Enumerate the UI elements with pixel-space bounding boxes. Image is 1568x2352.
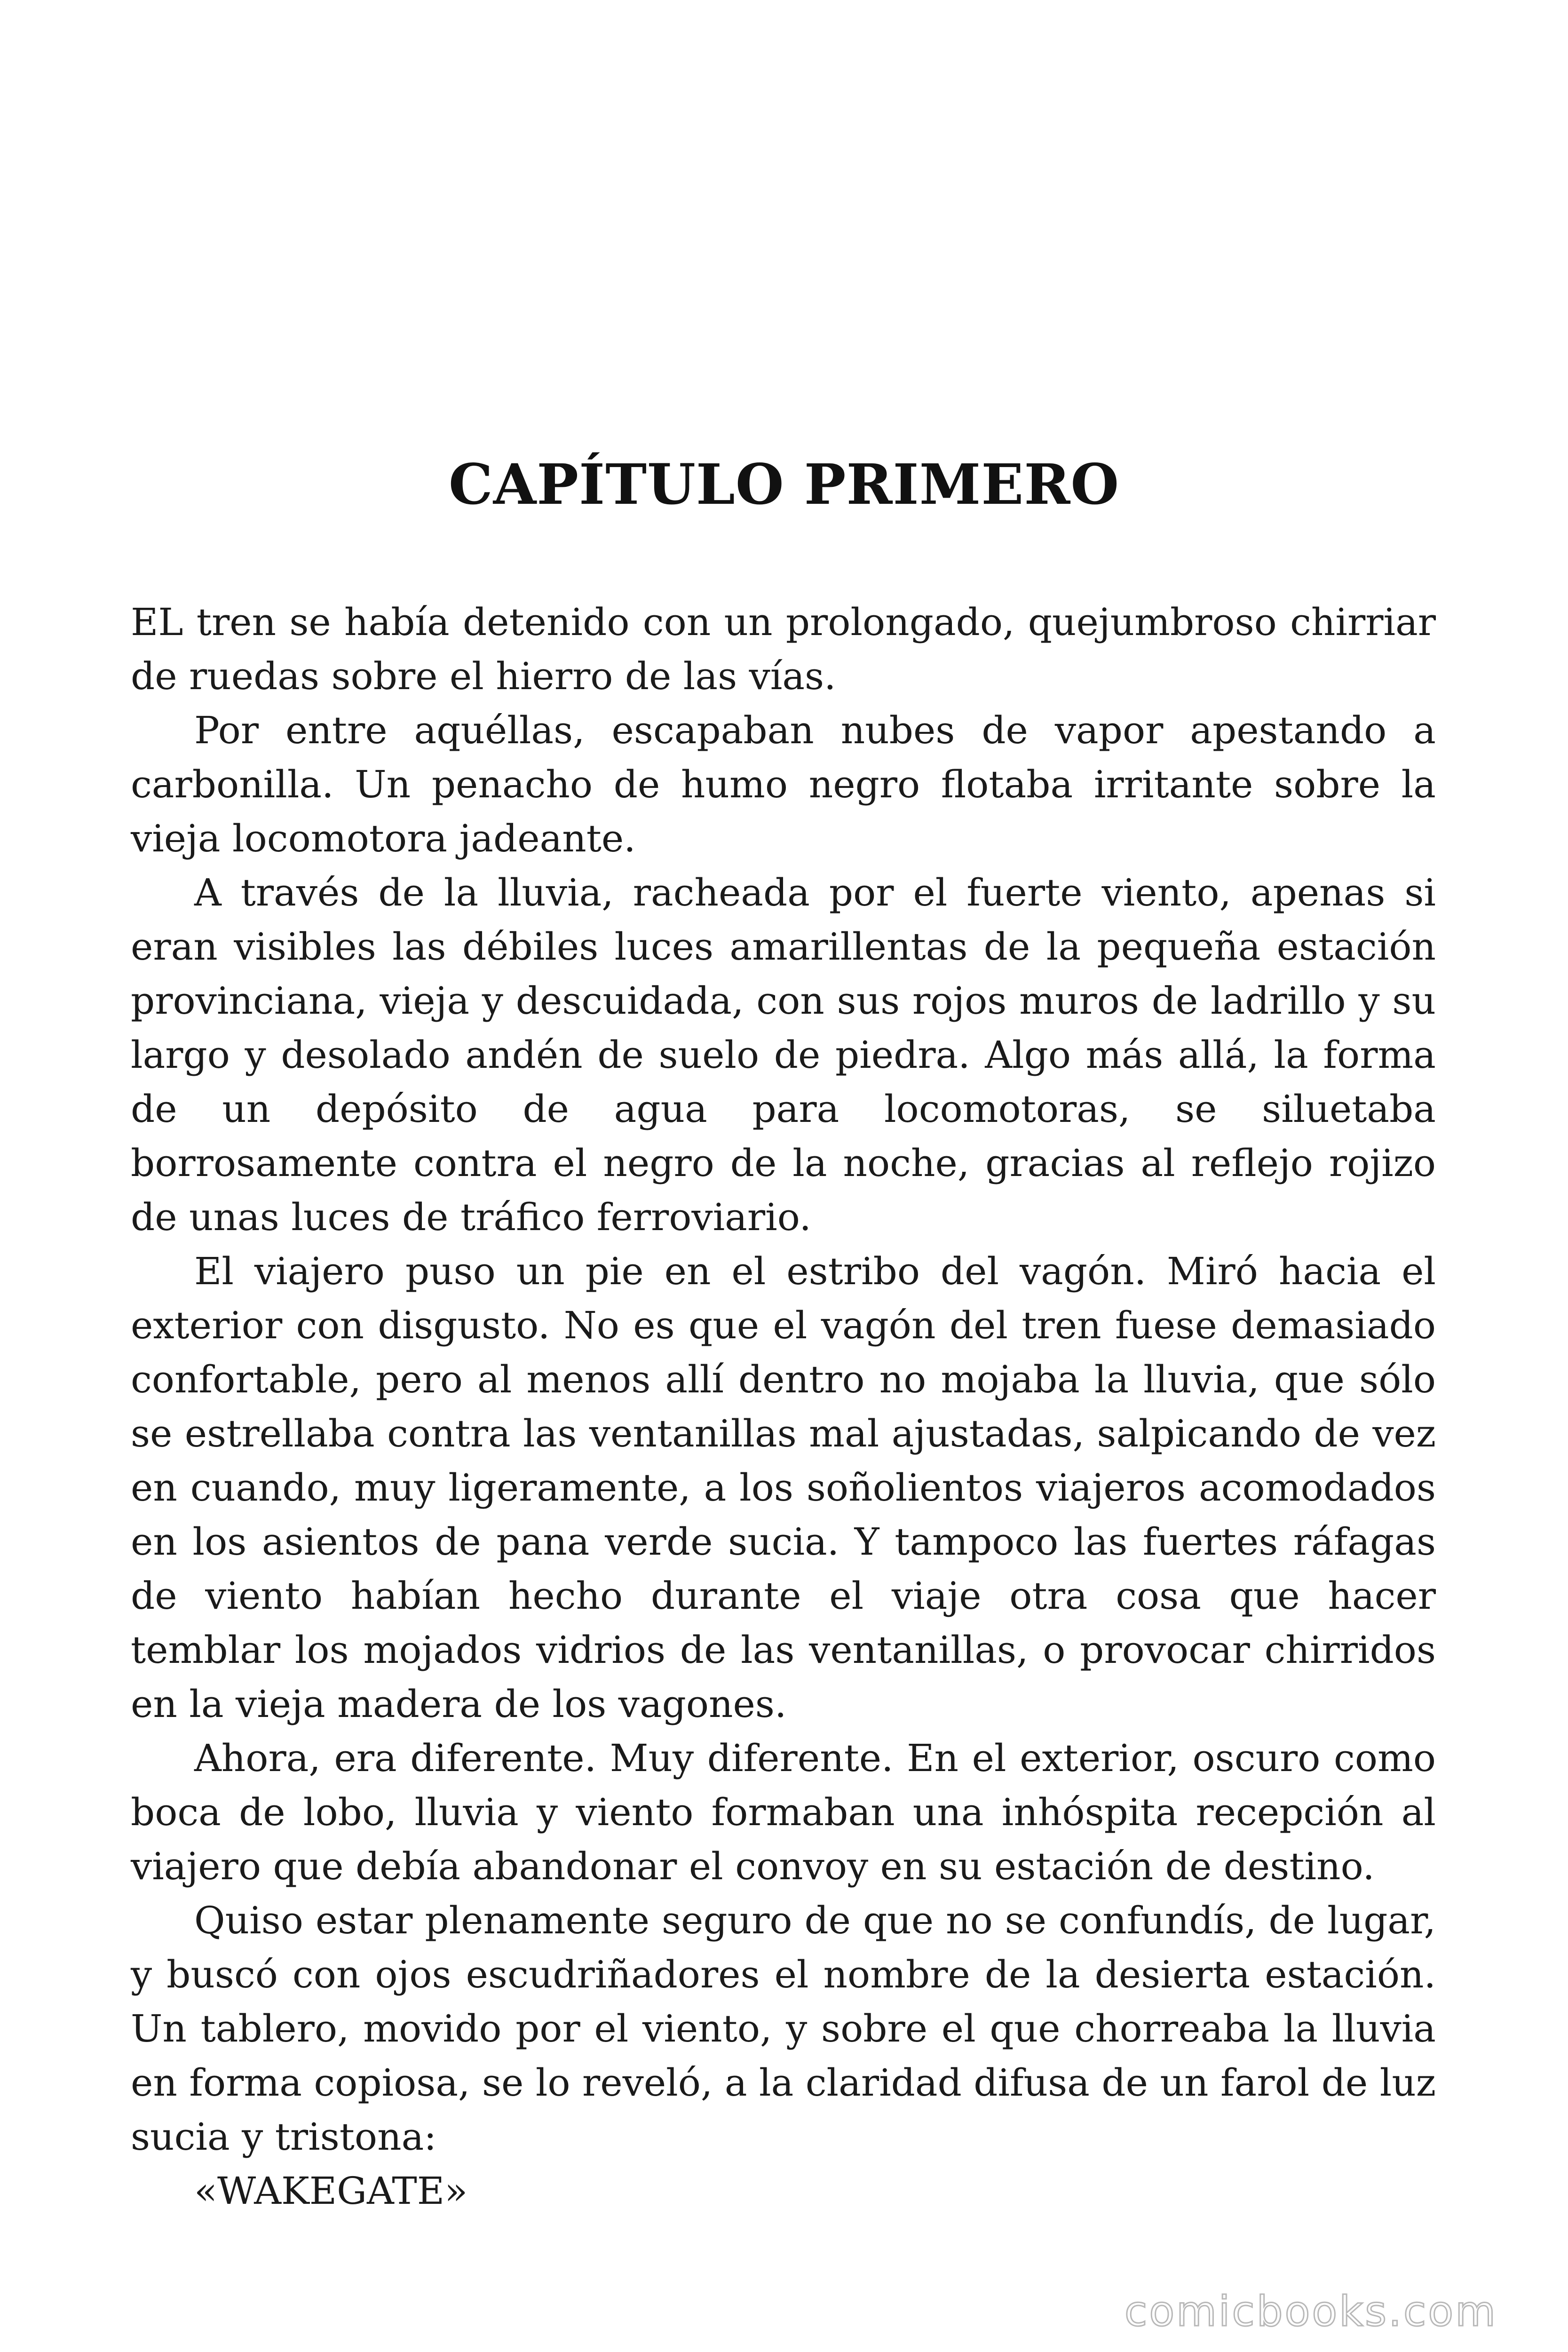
paragraph: A través de la lluvia, racheada por el fuerte viento, apenas si eran visibles las débiles luces amarillentas de la pequeña estación provinciana, vieja y descuidada, con sus rojos muros de ladrillo y su largo y desolado andén de suelo de piedra. Algo más allá, la forma de un depósito de agua para locomotoras, se siluetaba borrosamente contra el negro de la noche, gracias al reflejo rojizo de unas luces de tráfico ferroviario. — [131, 871, 1436, 1239]
paragraph: «WAKEGATE» — [194, 2169, 468, 2213]
paragraph: Ahora, era diferente. Muy diferente. En el exterior, oscuro como boca de lobo, lluvia y viento formaban una inhóspita recepción al viajero que debía abandonar el convoy en su estación de destino. — [131, 1736, 1436, 1888]
paragraph: Por entre aquéllas, escapaban nubes de vapor apestando a carbonilla. Un penacho de humo negro flotaba irritante sobre la vieja locomotora jadeante. — [131, 708, 1436, 860]
paragraph: EL tren se había detenido con un prolongado, quejumbroso chirriar de ruedas sobre el hierro de las vías. — [131, 600, 1436, 698]
chapter-title: CAPÍTULO PRIMERO — [448, 452, 1120, 517]
paragraph: Quiso estar plenamente seguro de que no se confundís, de lugar, y buscó con ojos escudriñadores el nombre de la desierta estación. Un tablero, movido por el viento, y sobre el que chorreaba la lluvia en forma copiosa, se lo reveló, a la claridad difusa de un farol de luz sucia y tristona: — [131, 1899, 1436, 2159]
watermark: comicbooks.com — [1124, 2287, 1497, 2336]
chapter-body — [131, 595, 1436, 2218]
paragraph: El viajero puso un pie en el estribo del vagón. Miró hacia el exterior con disgusto. No es que el vagón del tren fuese demasiado confortable, pero al menos allí dentro no mojaba la lluvia, que sólo se estrellaba contra las ventanillas mal ajustadas, salpicando de vez en cuando, muy ligeramente, a los soñolientos viajeros acomodados en los asientos de pana verde sucia. Y tampoco las fuertes ráfagas de viento habían hecho durante el viaje otra cosa que hacer temblar los mojados vidrios de las ventanillas, o provocar chirridos en la vieja madera de los vagones. — [131, 1249, 1436, 1726]
